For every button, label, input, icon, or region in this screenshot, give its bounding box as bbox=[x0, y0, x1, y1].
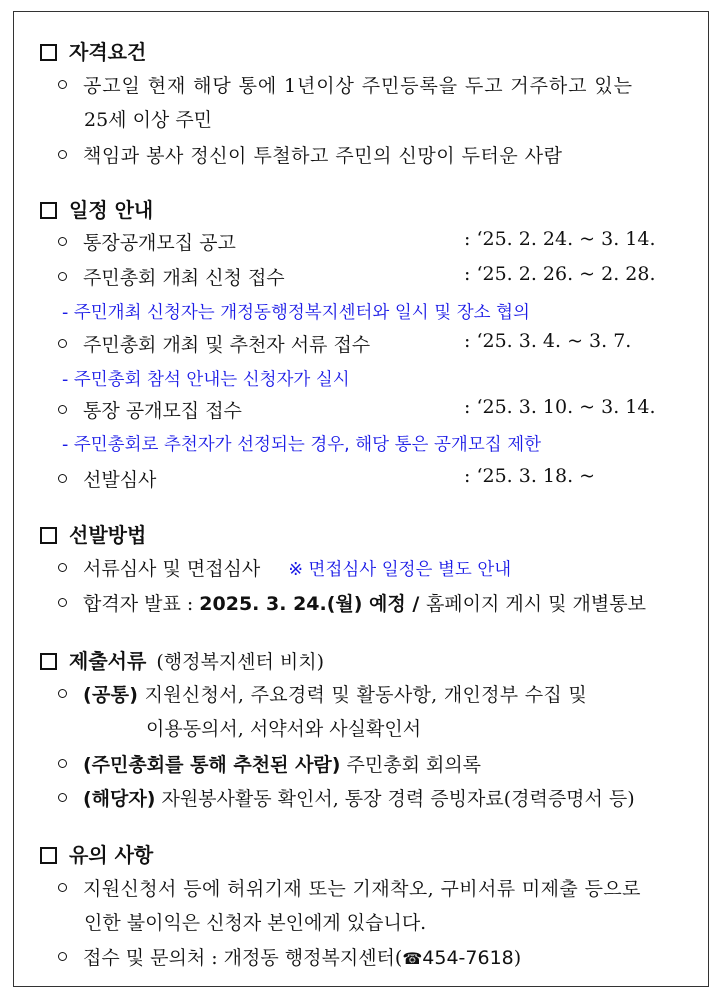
bullet-icon bbox=[58, 952, 67, 961]
phone-icon: ☎ bbox=[402, 949, 423, 968]
bullet-icon bbox=[58, 272, 67, 281]
bullet-icon bbox=[58, 405, 67, 414]
bullet-icon bbox=[58, 80, 67, 89]
schedule-item: 통장 공개모집 접수 : ‘25. 3. 10. ~ 3. 14. bbox=[58, 396, 698, 422]
qualification-item: 공고일 현재 해당 통에 1년이상 주민등록을 두고 거주하고 있는 bbox=[58, 71, 633, 98]
bullet-icon bbox=[58, 339, 67, 348]
bullet-icon bbox=[58, 689, 67, 698]
checkbox-square-icon bbox=[40, 202, 57, 219]
schedule-item: 선발심사 : ‘25. 3. 18. ~ bbox=[58, 465, 698, 491]
schedule-note: - 주민총회로 추천자가 선정되는 경우, 해당 통은 공개모집 제한 bbox=[62, 435, 542, 455]
phone-number: 454-7618 bbox=[422, 947, 514, 969]
schedule-note: - 주민총회 참석 안내는 신청자가 실시 bbox=[62, 370, 350, 390]
schedule-date: : ‘25. 2. 26. ~ 2. 28. bbox=[464, 263, 656, 285]
documents-title-note: (행정복지센터 비치) bbox=[156, 651, 325, 673]
schedule-date: : ‘25. 3. 10. ~ 3. 14. bbox=[464, 396, 656, 418]
section-documents-title: 제출서류 (행정복지센터 비치) bbox=[40, 645, 324, 674]
bullet-icon bbox=[58, 474, 67, 483]
schedule-item: 통장공개모집 공고 : ‘25. 2. 24. ~ 3. 14. bbox=[58, 228, 698, 254]
checkbox-square-icon bbox=[40, 653, 57, 670]
bullet-icon bbox=[58, 598, 67, 607]
document-item-continuation: 이용동의서, 서약서와 사실확인서 bbox=[146, 718, 422, 740]
schedule-item: 주민총회 개최 및 추천자 서류 접수 : ‘25. 3. 4. ~ 3. 7. bbox=[58, 330, 698, 356]
bullet-icon bbox=[58, 237, 67, 246]
bullet-icon bbox=[58, 883, 67, 892]
schedule-item: 주민총회 개최 신청 접수 : ‘25. 2. 26. ~ 2. 28. bbox=[58, 263, 698, 289]
selection-item: 합격자 발표 : 2025. 3. 24.(월) 예정 / 홈페이지 게시 및 개별통보 bbox=[58, 589, 646, 616]
checkbox-square-icon bbox=[40, 527, 57, 544]
checkbox-square-icon bbox=[40, 44, 57, 61]
announcement-date: 2025. 3. 24.(월) 예정 bbox=[199, 593, 406, 615]
qualification-item: 책임과 봉사 정신이 투철하고 주민의 신망이 두터운 사람 bbox=[58, 141, 562, 168]
section-schedule-title: 일정 안내 bbox=[40, 194, 153, 223]
document-tag: (주민총회를 통해 추천된 사람) bbox=[83, 754, 341, 776]
schedule-date: : ‘25. 3. 4. ~ 3. 7. bbox=[464, 330, 632, 352]
document-tag: (공통) bbox=[83, 684, 139, 706]
section-notes-title: 유의 사항 bbox=[40, 839, 153, 868]
section-qualifications-title: 자격요건 bbox=[40, 36, 146, 65]
schedule-date: : ‘25. 2. 24. ~ 3. 14. bbox=[464, 228, 656, 250]
document-item: (주민총회를 통해 추천된 사람) 주민총회 회의록 bbox=[58, 750, 481, 777]
bullet-icon bbox=[58, 563, 67, 572]
document-tag: (해당자) bbox=[83, 788, 156, 810]
schedule-note: - 주민개최 신청자는 개정동행정복지센터와 일시 및 장소 협의 bbox=[62, 303, 530, 323]
selection-item: 서류심사 및 면접심사 ※ 면접심사 일정은 별도 안내 bbox=[58, 554, 511, 581]
bullet-icon bbox=[58, 759, 67, 768]
schedule-date: : ‘25. 3. 18. ~ bbox=[464, 465, 596, 487]
bullet-icon bbox=[58, 793, 67, 802]
checkbox-square-icon bbox=[40, 847, 57, 864]
notice-document bbox=[13, 11, 709, 987]
document-item: (공통) 지원신청서, 주요경력 및 활동사항, 개인정부 수집 및 bbox=[58, 680, 587, 707]
contact-item: 접수 및 문의처 : 개정동 행정복지센터(☎454-7618) bbox=[58, 943, 521, 970]
notes-item-continuation: 인한 불이익은 신청자 본인에게 있습니다. bbox=[84, 912, 427, 934]
notes-item: 지원신청서 등에 허위기재 또는 기재착오, 구비서류 미제출 등으로 bbox=[58, 874, 641, 901]
interview-note: ※ 면접심사 일정은 별도 안내 bbox=[288, 560, 512, 580]
qualification-item-continuation: 25세 이상 주민 bbox=[84, 109, 213, 131]
bullet-icon bbox=[58, 150, 67, 159]
section-selection-title: 선발방법 bbox=[40, 519, 146, 548]
document-item: (해당자) 자원봉사활동 확인서, 통장 경력 증빙자료(경력증명서 등) bbox=[58, 784, 635, 811]
